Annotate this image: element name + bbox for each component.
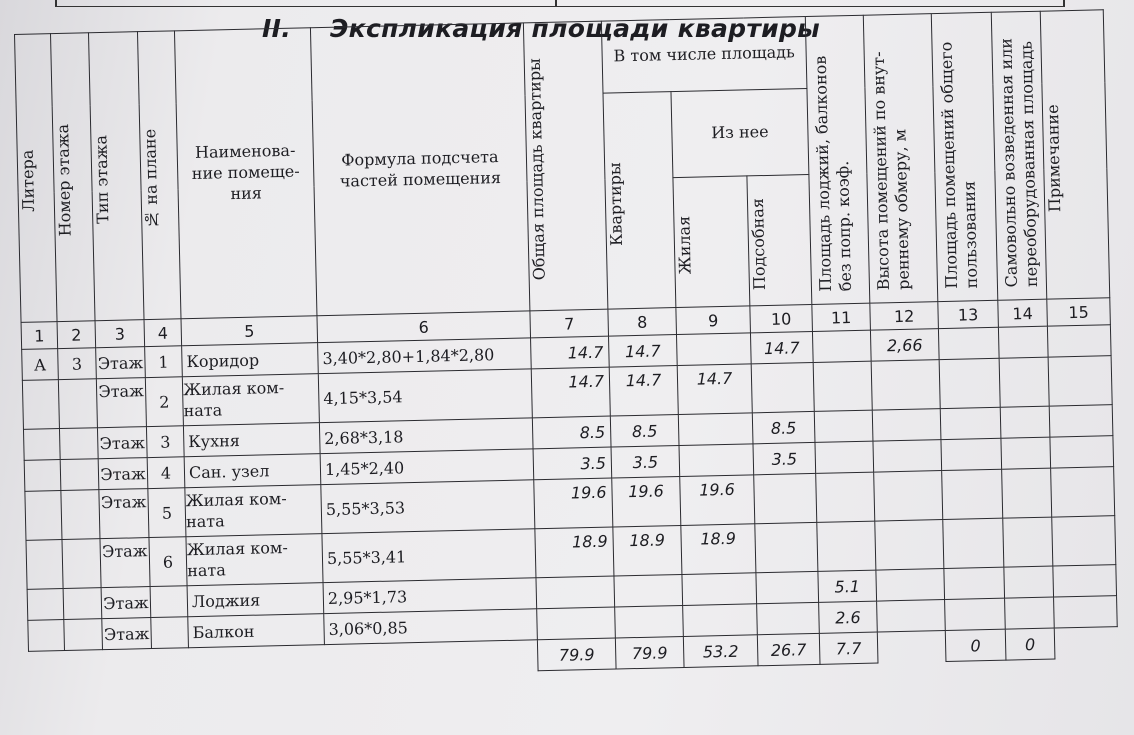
- col-num: 4: [144, 319, 182, 347]
- cell-litera: [24, 460, 61, 492]
- cell-loggia-area: [814, 410, 873, 442]
- cell-height: [874, 471, 943, 522]
- cell-litera: [23, 429, 60, 461]
- cell-formula: 3,40*2,80+1,84*2,80: [318, 338, 532, 374]
- cell-plan-number: [150, 586, 188, 618]
- total-total-area: 79.9: [537, 638, 616, 671]
- cell-floor-type: Этаж: [97, 427, 147, 459]
- cell-litera: [25, 491, 62, 541]
- cell-loggia-area: [816, 472, 875, 522]
- total-loggia-area: 7.7: [819, 632, 878, 664]
- cell-height: [875, 520, 944, 571]
- cell-floor-type: Этаж: [98, 458, 148, 490]
- cell-total-area: [537, 607, 616, 640]
- cell-formula: 4,15*3,54: [318, 369, 532, 423]
- cell-unauthorized-area: [1003, 517, 1053, 567]
- cell-apartment-area: [614, 574, 683, 607]
- cell-auxiliary-area: [751, 362, 814, 412]
- cell-common-area: [945, 598, 1006, 630]
- cell-total-area: 18.9: [535, 527, 614, 578]
- cell-plan-number: 2: [145, 377, 183, 427]
- cell-floor-type: Этаж: [102, 618, 152, 650]
- cell-room-name: Кухня: [183, 423, 320, 457]
- header-loggia-area: Площадь лоджий, балконов без попр. коэф.: [805, 15, 870, 304]
- cell-loggia-area: [813, 361, 872, 411]
- section-title: Экспликация площади квартиры: [330, 14, 821, 43]
- cell-unauthorized-area: [1001, 437, 1051, 469]
- col-num: 11: [812, 303, 871, 331]
- cell-note: [1049, 405, 1113, 437]
- header-floor-number: Номер этажа: [51, 33, 96, 322]
- cell-plan-number: 6: [149, 537, 187, 587]
- section-number: II.: [262, 14, 292, 43]
- cell-floor: [58, 379, 97, 429]
- cell-unauthorized-area: [998, 326, 1048, 358]
- cell-height: [873, 440, 942, 473]
- cell-floor: [64, 619, 103, 651]
- cell-formula: 5,55*3,41: [322, 529, 536, 583]
- cell-floor-type: Этаж: [99, 489, 149, 539]
- cell-litera: [27, 589, 64, 621]
- header-plan-number: № на плане: [137, 31, 181, 320]
- cell-total-area: 8.5: [532, 416, 611, 449]
- cell-apartment-area: 8.5: [610, 415, 679, 448]
- cell-note: [1051, 467, 1115, 517]
- cell-formula: 3,06*0,85: [324, 609, 538, 645]
- cell-room-name: Коридор: [182, 343, 319, 377]
- col-num: 8: [608, 308, 677, 337]
- cell-note: [1052, 516, 1116, 566]
- cell-litera: [28, 620, 65, 652]
- cell-floor: [63, 588, 102, 620]
- header-formula: Формула подсчета частей помещения: [310, 23, 529, 316]
- cell-auxiliary-area: [756, 571, 819, 603]
- cell-unauthorized-area: [1005, 597, 1055, 629]
- cell-floor-type: Этаж: [96, 347, 146, 379]
- cell-room-name: Сан. узел: [184, 454, 321, 488]
- cell-living-area: 14.7: [677, 364, 752, 415]
- cell-apartment-area: [615, 605, 684, 638]
- header-unauthorized-area: Самовольно возведенная или переоборудованная площадь: [991, 11, 1047, 300]
- total-common-area: 0: [945, 629, 1006, 661]
- col-num: 15: [1047, 298, 1111, 326]
- col-num: 7: [530, 309, 609, 338]
- cell-common-area: [940, 407, 1001, 439]
- header-room-height: Высота помещений по внут-реннему обмеру, м: [863, 14, 938, 303]
- cell-apartment-area: 18.9: [613, 525, 682, 576]
- cell-plan-number: [151, 617, 189, 649]
- cell-litera: [26, 540, 63, 590]
- cell-room-name: Жилая ком-ната: [185, 485, 322, 537]
- cell-auxiliary-area: [754, 473, 817, 523]
- cell-loggia-area: [815, 441, 874, 473]
- cell-unauthorized-area: [1002, 468, 1052, 518]
- cell-auxiliary-area: 8.5: [752, 411, 815, 443]
- cell-living-area: [679, 444, 754, 477]
- cell-unauthorized-area: [1004, 566, 1054, 598]
- total-auxiliary-area: 26.7: [757, 633, 820, 665]
- cell-height: [877, 600, 946, 633]
- cell-common-area: [942, 469, 1003, 519]
- cell-room-name: Лоджия: [187, 583, 324, 617]
- cell-room-name: Жилая ком-ната: [186, 534, 323, 586]
- cell-total-area: 19.6: [534, 478, 613, 529]
- cell-common-area: [944, 567, 1005, 599]
- cell-total-area: 14.7: [531, 336, 610, 369]
- header-litera: Литера: [15, 34, 58, 323]
- cell-plan-number: 1: [145, 346, 183, 378]
- cell-floor-type: Этаж: [100, 538, 150, 588]
- cell-floor-type: Этаж: [101, 587, 151, 619]
- cell-auxiliary-area: [755, 522, 818, 572]
- cell-note: [1050, 436, 1114, 468]
- cell-plan-number: 5: [148, 488, 186, 538]
- col-num: 2: [57, 321, 96, 349]
- cell-formula: 2,95*1,73: [323, 578, 537, 614]
- cell-loggia-area: 2.6: [819, 601, 878, 633]
- cell-common-area: [941, 438, 1002, 470]
- col-num: 6: [317, 311, 531, 343]
- cell-total-area: [536, 576, 615, 609]
- header-apartment: Квартиры: [603, 92, 676, 309]
- cell-note: [1053, 565, 1117, 597]
- cell-auxiliary-area: 14.7: [750, 331, 813, 363]
- cell-floor: [61, 490, 100, 540]
- cell-floor-type: Этаж: [96, 378, 146, 428]
- cell-height: 2,66: [870, 329, 939, 362]
- cell-living-area: 19.6: [680, 475, 755, 526]
- header-total-area: Общая площадь квартиры: [523, 21, 608, 311]
- cell-floor: [62, 539, 101, 589]
- cell-living-area: [682, 573, 757, 606]
- cell-height: [876, 569, 945, 602]
- cell-unauthorized-area: [999, 357, 1049, 407]
- total-apartment-area: 79.9: [615, 636, 684, 669]
- cell-auxiliary-area: 3.5: [753, 442, 816, 474]
- col-num: 13: [938, 300, 999, 328]
- header-room-name: Наименова-ние помеще-ния: [174, 28, 316, 319]
- cell-litera: А: [22, 349, 59, 381]
- col-num: 3: [95, 320, 145, 348]
- cell-floor: 3: [58, 348, 97, 380]
- header-common-area: Площадь помещений общего пользования: [931, 12, 998, 301]
- cell-common-area: [939, 358, 1000, 408]
- header-including-area: В том числе площадь: [601, 17, 807, 94]
- cell-floor: [59, 428, 98, 460]
- header-living: Жилая: [673, 176, 750, 308]
- cell-height: [871, 360, 940, 411]
- cell-apartment-area: 14.7: [609, 335, 678, 368]
- header-auxiliary: Подсобная: [747, 175, 812, 306]
- col-num: 14: [998, 299, 1048, 327]
- header-of-which: Из нее: [671, 89, 809, 178]
- cell-loggia-area: [817, 521, 876, 571]
- cell-living-area: [678, 413, 753, 446]
- cell-living-area: [676, 333, 751, 366]
- total-unauthorized-area: 0: [1005, 628, 1055, 660]
- col-num: 12: [870, 302, 939, 331]
- cell-litera: [22, 380, 59, 430]
- cell-total-area: 3.5: [533, 447, 612, 480]
- col-num: 9: [676, 306, 751, 335]
- col-num: 10: [750, 304, 813, 332]
- cell-auxiliary-area: [757, 602, 820, 634]
- cell-unauthorized-area: [1000, 406, 1050, 438]
- cell-note: [1048, 356, 1112, 406]
- cell-common-area: [943, 518, 1004, 568]
- cell-apartment-area: 19.6: [612, 477, 681, 528]
- top-border-line: [55, 0, 1065, 7]
- cell-note: [1054, 596, 1118, 628]
- cell-floor: [60, 459, 99, 491]
- col-num: 5: [181, 316, 318, 346]
- cell-formula: 1,45*2,40: [320, 449, 534, 485]
- cell-plan-number: 3: [146, 426, 184, 458]
- cell-plan-number: 4: [147, 457, 185, 489]
- cell-total-area: 14.7: [531, 367, 610, 418]
- cell-note: [1047, 325, 1111, 357]
- header-note: Примечание: [1040, 10, 1110, 299]
- cell-height: [872, 409, 941, 442]
- cell-formula: 5,55*3,53: [321, 480, 535, 534]
- total-living-area: 53.2: [683, 635, 758, 668]
- cell-formula: 2,68*3,18: [319, 418, 533, 454]
- cell-apartment-area: 3.5: [611, 446, 680, 479]
- header-floor-type: Тип этажа: [88, 32, 144, 321]
- cell-common-area: [938, 327, 999, 359]
- cell-loggia-area: [812, 330, 871, 362]
- cell-room-name: Балкон: [188, 614, 325, 648]
- cell-room-name: Жилая ком-ната: [182, 374, 319, 426]
- cell-living-area: [683, 604, 758, 637]
- cell-living-area: 18.9: [681, 524, 756, 575]
- cell-apartment-area: 14.7: [609, 366, 678, 417]
- col-num: 1: [21, 322, 58, 350]
- cell-loggia-area: 5.1: [818, 570, 877, 602]
- explication-table: [14, 9, 1118, 683]
